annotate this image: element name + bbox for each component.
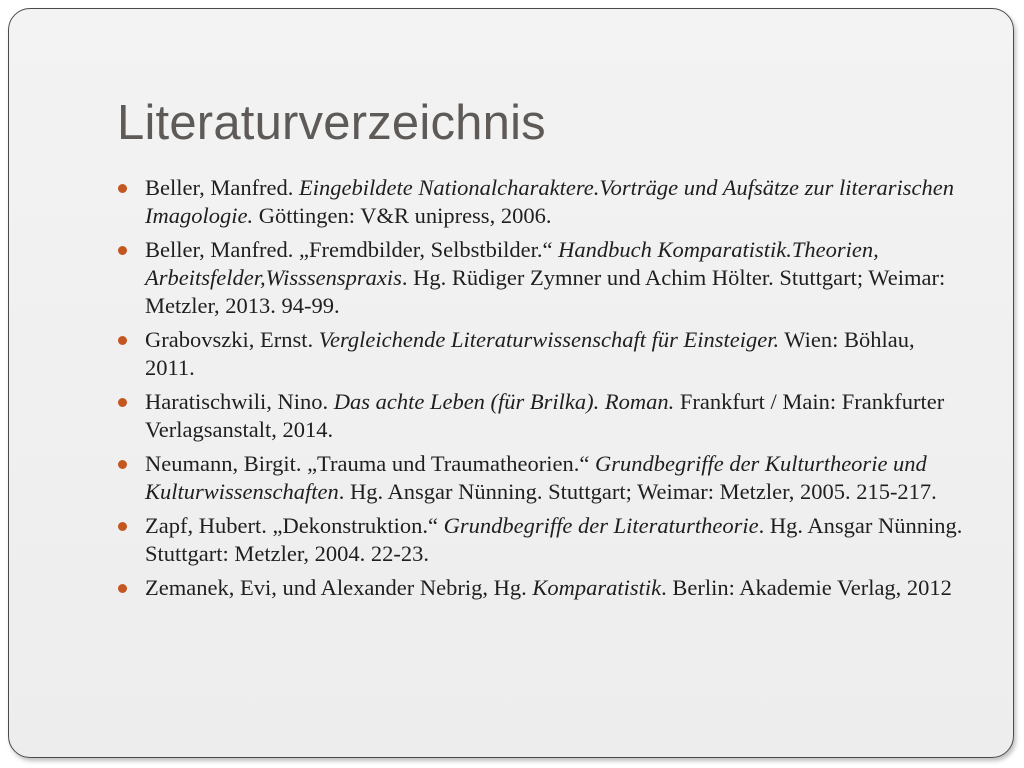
- reference-author: Beller, Manfred. „Fremdbilder, Selbstbilder.“: [145, 237, 559, 262]
- reference-publication: Göttingen: V&R unipress, 2006.: [253, 203, 552, 228]
- list-item: [145, 450, 965, 506]
- bullet-icon: [118, 522, 127, 531]
- reference-publication: Wien: Böhlau, 2011.: [145, 327, 915, 380]
- reference-author: Zemanek, Evi, und Alexander Nebrig, Hg.: [145, 575, 533, 600]
- bullet-icon: [118, 584, 127, 593]
- reference-author: Beller, Manfred.: [145, 175, 300, 200]
- list-item: [145, 574, 965, 602]
- bullet-icon: [118, 460, 127, 469]
- reference-title: Das achte Leben (für Brilka). Roman.: [333, 389, 675, 414]
- bullet-icon: [118, 246, 127, 255]
- reference-author: Haratischwili, Nino.: [145, 389, 334, 414]
- reference-publication: . Berlin: Akademie Verlag, 2012: [661, 575, 952, 600]
- slide: [8, 8, 1014, 758]
- list-item: [145, 174, 965, 230]
- reference-title: Eingebildete Nationalcharaktere.Vorträge und Aufsätze zur literarischen Imagologie.: [145, 175, 954, 228]
- reference-author: Grabovszki, Ernst.: [145, 327, 319, 352]
- list-item: [145, 512, 965, 568]
- reference-author: Neumann, Birgit. „Trauma und Traumatheorien.“: [145, 451, 595, 476]
- reference-publication: Frankfurt / Main: Frankfurter Verlagsanstalt, 2014.: [145, 389, 945, 442]
- bullet-icon: [118, 398, 127, 407]
- list-item: [145, 388, 965, 444]
- bullet-icon: [118, 336, 127, 345]
- reference-title: Grundbegriffe der Kulturtheorie und Kulturwissenschaften: [145, 451, 927, 504]
- page-title: Literaturverzeichnis: [117, 96, 546, 150]
- reference-author: Zapf, Hubert. „Dekonstruktion.“: [145, 513, 444, 538]
- list-item: [145, 236, 965, 320]
- reference-publication: . Hg. Rüdiger Zymner und Achim Hölter. Stuttgart; Weimar: Metzler, 2013. 94-99.: [145, 265, 946, 318]
- reference-list: [145, 174, 965, 608]
- reference-title: Handbuch Komparatistik.Theorien, Arbeitsfelder,Wisssenspraxis: [145, 237, 879, 290]
- list-item: [145, 326, 965, 382]
- reference-title: Grundbegriffe der Literaturtheorie: [443, 513, 759, 538]
- reference-title: Vergleichende Literaturwissenschaft für Einsteiger.: [318, 327, 780, 352]
- reference-title: Komparatistik: [532, 575, 662, 600]
- reference-publication: . Hg. Ansgar Nünning. Stuttgart; Weimar: Metzler, 2005. 215-217.: [338, 479, 937, 504]
- reference-publication: . Hg. Ansgar Nünning. Stuttgart: Metzler, 2004. 22-23.: [145, 513, 963, 566]
- bullet-icon: [118, 184, 127, 193]
